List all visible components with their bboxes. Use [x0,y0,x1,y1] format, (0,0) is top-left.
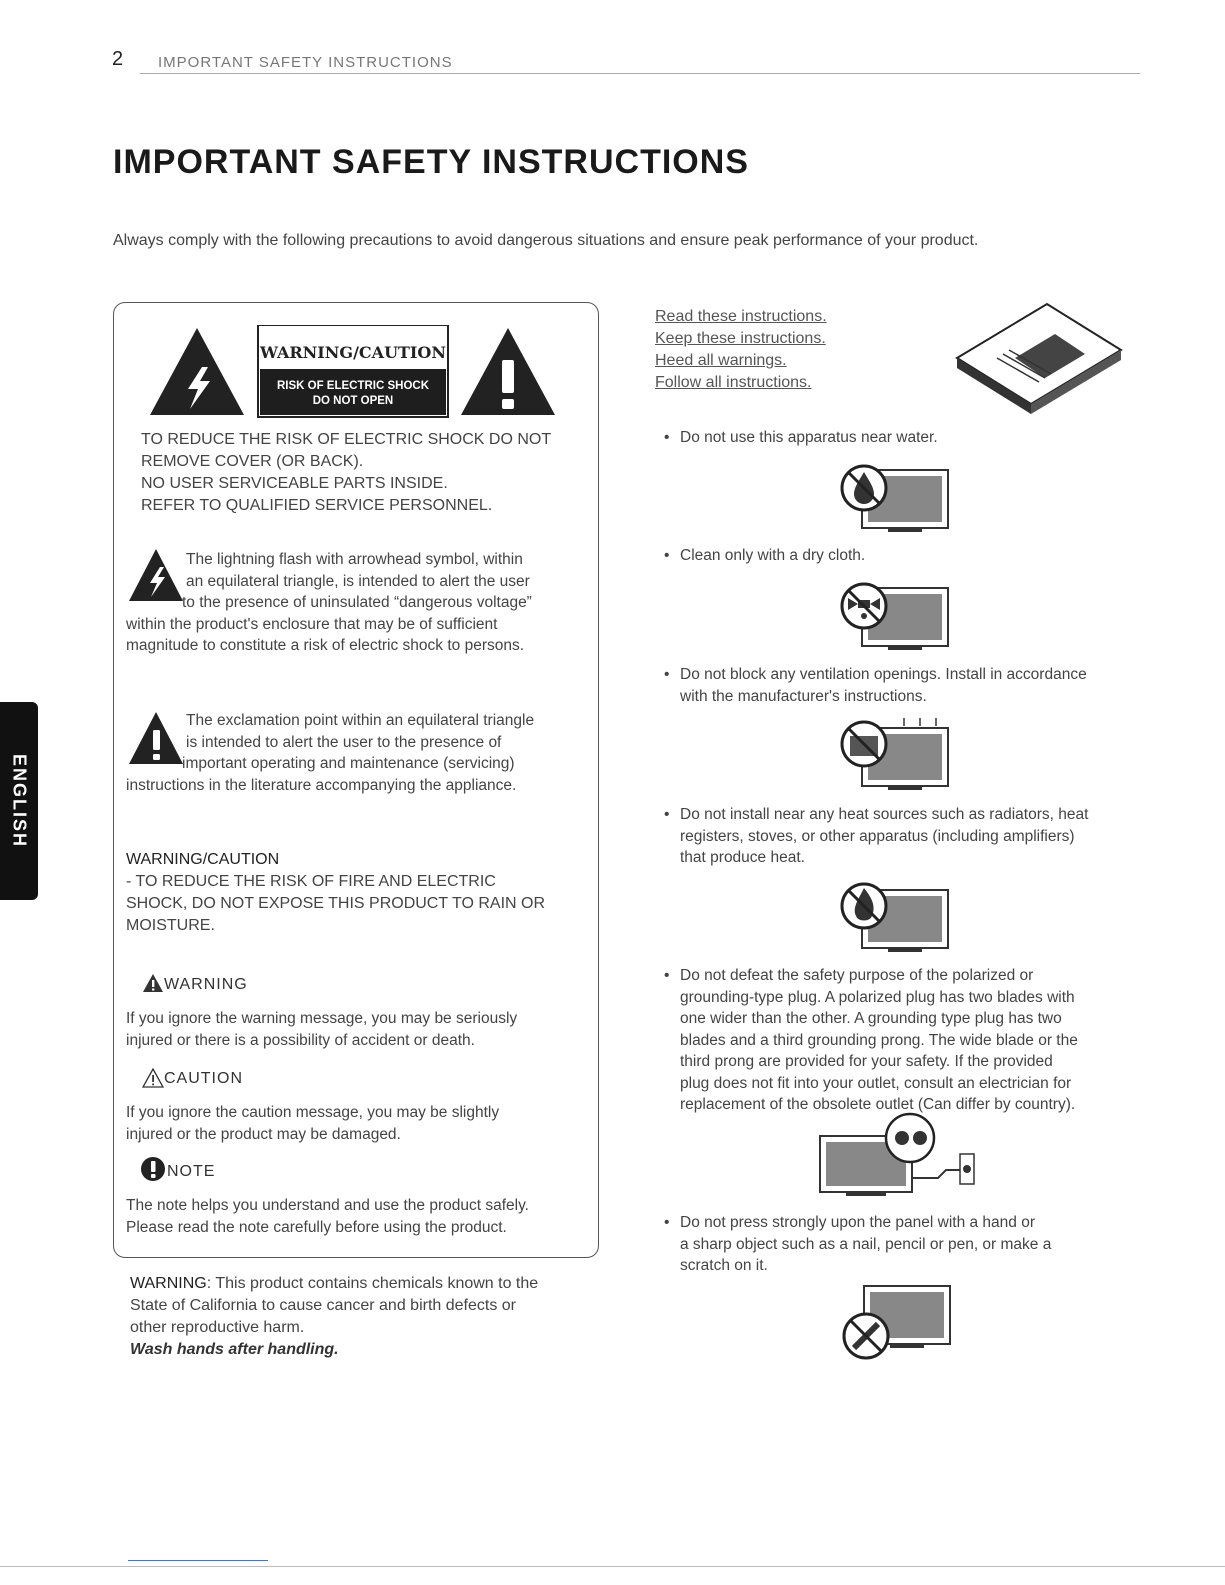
caution-text [126,1102,499,1145]
label-line1: RISK OF ELECTRIC SHOCK [276,380,430,392]
bullet-ventilation-line: with the manufacturer's instructions. [680,687,927,705]
shock-notice-line: TO REDUCE THE RISK OF ELECTRIC SHOCK DO NOT [141,431,552,448]
prop65-italic: Wash hands after handling. [130,1341,339,1358]
page-title: IMPORTANT SAFETY INSTRUCTIONS [113,143,749,181]
no-wet-cloth-icon [838,580,950,652]
language-tab-label: ENGLISH [9,753,30,849]
read-list-item: Keep these instructions. [655,330,826,347]
note-heading: NOTE [167,1163,216,1180]
shock-notice-line: REFER TO QUALIFIED SERVICE PERSONNEL. [141,497,493,514]
caution-line: If you ignore the caution message, you may be slightly [126,1104,500,1121]
manual-book-icon [955,300,1125,418]
warning-heading: WARNING [164,976,248,993]
lightning-line: to the presence of uninsulated “dangerous voltage” [182,594,532,611]
note-icon [140,1155,168,1183]
bullet-clean-line: Clean only with a dry cloth. [680,547,866,564]
bullet-ventilation-line: Do not block any ventilation openings. Install in accordance [680,666,1087,683]
prop65-line: State of California to cause cancer and birth defects or [130,1297,516,1314]
note-line: Please read the note carefully before using the product. [126,1218,507,1236]
fire-shock-line: SHOCK, DO NOT EXPOSE THIS PRODUCT TO RAIN OR [126,895,546,912]
bullet-ventilation: • Do not block any ventilation openings. Install in accordance with the manufacturer's instructions. [680,664,1087,707]
fire-shock-line: - TO REDUCE THE RISK OF FIRE AND ELECTRIC [126,873,496,890]
shock-notice [141,429,551,517]
bullet-plug-line: grounding-type plug. A polarized plug has two blades with [680,988,1075,1006]
bullet-plug-line: plug does not fit into your outlet, consult an electrician for [680,1074,1072,1092]
bullet-clean: • Clean only with a dry cloth. [680,545,865,567]
polarized-plug-icon [818,1112,978,1202]
read-list-item: Heed all warnings. [655,352,787,369]
read-instructions-list [655,306,827,394]
note-line: The note helps you understand and use the product safely. [126,1197,529,1214]
prop65-warning [130,1273,538,1361]
page-number: 2 [112,48,124,70]
intro-text: Always comply with the following precautions to avoid dangerous situations and ensure peak performance of your product. [113,232,979,249]
bullet-press-line: Do not press strongly upon the panel with a hand or [680,1214,1036,1231]
bullet-water-line: Do not use this apparatus near water. [680,429,938,446]
no-press-panel-icon [840,1282,955,1364]
warning-icon [142,973,164,993]
bullet-heat-line: registers, stoves, or other apparatus (including amplifiers) [680,827,1075,845]
lightning-line: an equilateral triangle, is intended to alert the user [186,572,530,590]
no-water-icon [838,462,950,534]
lightning-explanation [126,549,596,657]
bullet-press-line: a sharp object such as a nail, pencil or pen, or make a [680,1235,1052,1253]
label-subtext [260,379,446,409]
bullet-plug-line: replacement of the obsolete outlet (Can differ by country). [680,1096,1076,1113]
bullet-heat-line: that produce heat. [680,849,805,866]
read-list-item: Follow all instructions. [655,374,812,391]
exclamation-line: instructions in the literature accompanying the appliance. [126,776,517,794]
bullet-plug-line: one wider than the other. A grounding type plug has two [680,1010,1062,1027]
no-heat-source-icon [838,878,950,954]
footer-rule [0,1566,1225,1567]
no-block-vent-icon [838,716,950,792]
caution-line: injured or the product may be damaged. [126,1125,401,1143]
bullet-plug-line: Do not defeat the safety purpose of the polarized or [680,967,1034,984]
caution-heading: CAUTION [164,1070,243,1087]
prop65-line: : This product contains chemicals known to the [206,1275,539,1292]
exclamation-line: is intended to alert the user to the presence of [186,733,502,751]
warning-line: If you ignore the warning message, you may be seriously [126,1010,518,1027]
shock-notice-line: NO USER SERVICEABLE PARTS INSIDE. [141,475,448,492]
label-line2: DO NOT OPEN [312,395,394,407]
bullet-plug-line: blades and a third grounding prong. The wide blade or the [680,1031,1078,1049]
lightning-line: within the product's enclosure that may be of sufficient [126,615,498,633]
caution-icon [142,1068,164,1088]
fire-shock-heading: WARNING/CAUTION [126,851,280,868]
bullet-press-line: scratch on it. [680,1257,768,1274]
bullet-plug-line: third prong are provided for your safety. If the provided [680,1053,1053,1070]
exclamation-line: The exclamation point within an equilateral triangle [186,712,535,729]
footer-mark [128,1560,268,1561]
header-rule [140,73,1140,74]
exclamation-explanation [126,710,596,796]
warning-line: injured or there is a possibility of accident or death. [126,1031,475,1049]
exclamation-line: important operating and maintenance (servicing) [182,755,515,772]
warning-text [126,1008,517,1051]
lightning-line: magnitude to constitute a risk of electric shock to persons. [126,637,525,654]
bullet-press: • Do not press strongly upon the panel with a hand or a sharp object such as a nail, pencil or pen, or make a scratch on it. [680,1212,1051,1277]
language-tab [0,702,38,900]
running-title: IMPORTANT SAFETY INSTRUCTIONS [158,54,453,71]
label-heading: WARNING/CAUTION [260,343,446,362]
bullet-water: • Do not use this apparatus near water. [680,427,938,449]
prop65-label: WARNING [130,1275,207,1292]
shock-notice-line: REMOVE COVER (OR BACK). [141,453,364,470]
bullet-heat-line: Do not install near any heat sources such as radiators, heat [680,806,1089,823]
bullet-plug: • Do not defeat the safety purpose of the polarized or grounding-type plug. A polarized plug has two blades with one wider than the other. A grounding type plug has two blades and a third grounding prong. The wide blade or the third prong are provided for your safety. If the provided plug does not fit into your outlet, consult an electrician for replacement of the obsolete outlet (Can differ by country). [680,965,1078,1116]
bullet-heat: • Do not install near any heat sources such as radiators, heat registers, stoves, or other apparatus (including amplifiers) that produce heat. [680,804,1088,869]
read-list-item: Read these instructions. [655,308,827,325]
note-text [126,1195,529,1238]
fire-shock-line: MOISTURE. [126,917,215,934]
lightning-triangle-icon [150,328,244,415]
prop65-line: other reproductive harm. [130,1319,305,1336]
lightning-line: The lightning flash with arrowhead symbol, within [186,551,523,568]
fire-shock-warning [126,849,545,937]
